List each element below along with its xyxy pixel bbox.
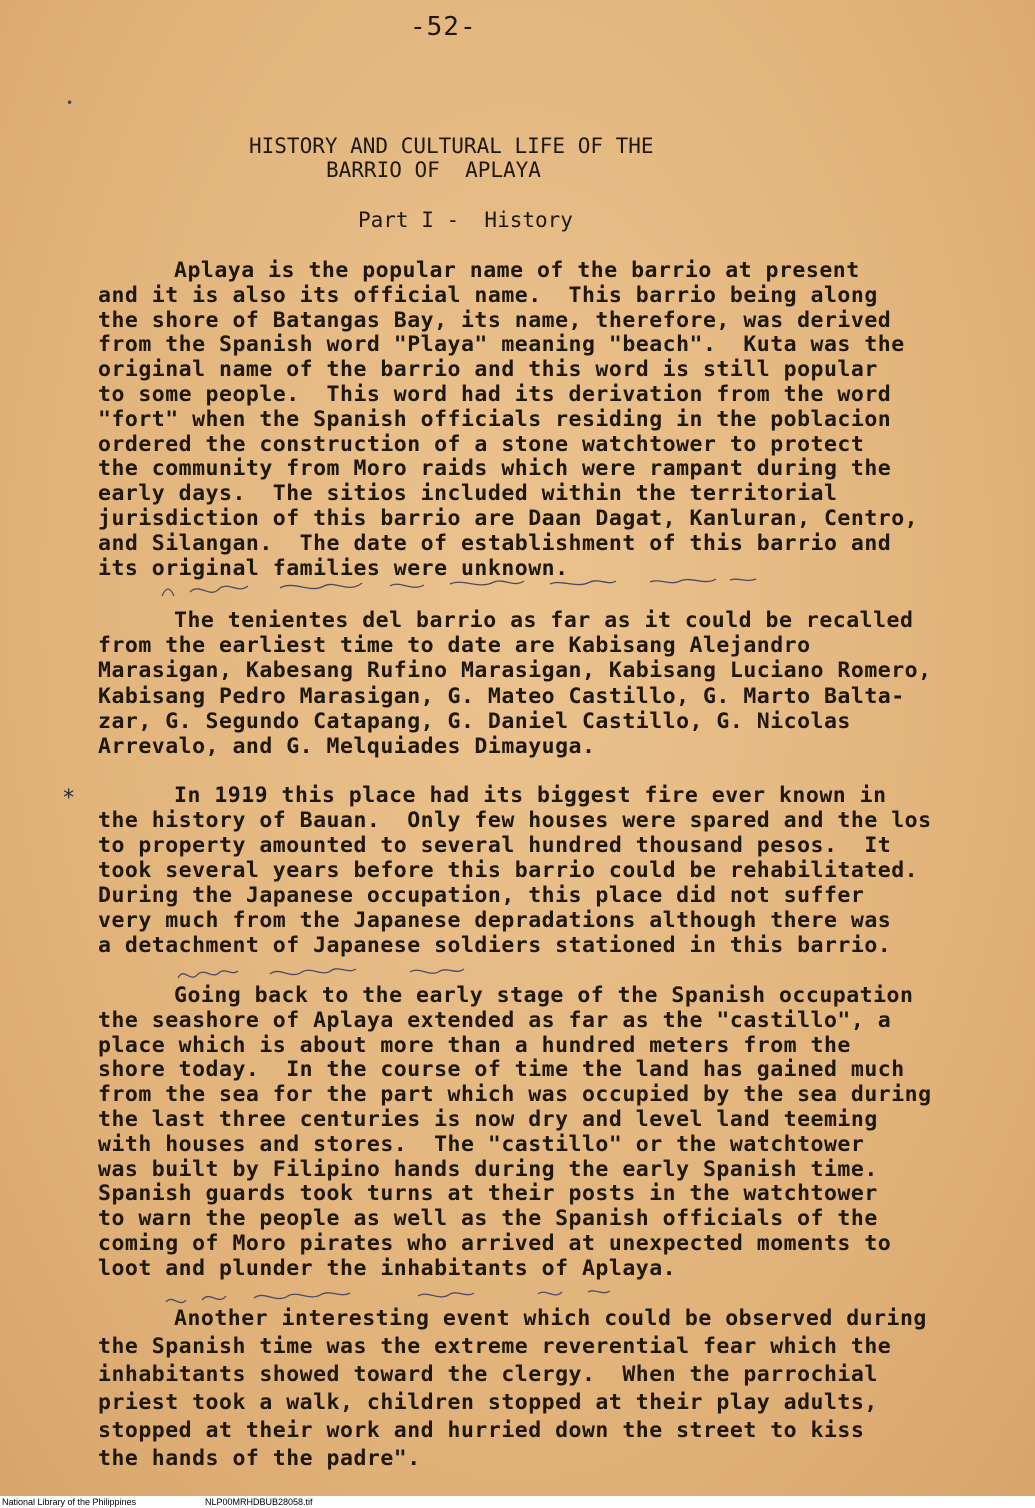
body-line: to warn the people as well as the Spanish officials of the — [98, 1206, 878, 1232]
body-line: The tenientes del barrio as far as it could be recalled — [174, 608, 914, 633]
body-line: stopped at their work and hurried down the street to kiss — [98, 1418, 865, 1443]
body-line: priest took a walk, children stopped at their play adults, — [98, 1390, 878, 1415]
body-line: the last three centuries is now dry and level land teeming — [98, 1107, 878, 1132]
body-line: the history of Bauan. Only few houses were spared and the los — [98, 808, 932, 833]
body-line: and Silangan. The date of establishment of this barrio and — [98, 530, 892, 556]
body-line: Spanish guards took turns at their posts in the watchtower — [98, 1181, 878, 1207]
body-line: coming of Moro pirates who arrived at unexpected moments to — [98, 1231, 892, 1256]
body-line: Another interesting event which could be observed during — [174, 1306, 927, 1331]
scan-footer — [0, 1496, 1035, 1508]
body-line: "fort" when the Spanish officials residing in the poblacion — [98, 406, 892, 432]
handwritten-note-2 — [170, 958, 530, 986]
body-line: and it is also its official name. This barrio being along — [98, 282, 878, 308]
body-line: with houses and stores. The "castillo" or the watchtower — [98, 1131, 865, 1157]
body-line: During the Japanese occupation, this place did not suffer — [98, 883, 865, 908]
body-line: the seashore of Aplaya extended as far as the "castillo", a — [98, 1007, 892, 1033]
body-line: Kabisang Pedro Marasigan, G. Mateo Castillo, G. Marto Balta- — [98, 683, 905, 709]
body-line: the Spanish time was the extreme reverential fear which the — [98, 1334, 892, 1359]
body-line: Arrevalo, and G. Melquiades Dimayuga. — [98, 734, 596, 759]
body-line: took several years before this barrio could be rehabilitated. — [98, 858, 919, 883]
body-line: place which is about more than a hundred meters from the — [98, 1032, 851, 1058]
body-line: early days. The sitios included within the territorial — [98, 481, 838, 507]
body-line: from the earliest time to date are Kabisang Alejandro — [98, 633, 811, 659]
body-line: the hands of the padre". — [98, 1446, 421, 1471]
body-line: Aplaya is the popular name of the barrio at present — [174, 258, 860, 283]
footer-library-name: National Library of the Philippines — [2, 1497, 137, 1507]
body-line: ordered the construction of a stone watchtower to protect — [98, 431, 865, 457]
section-heading: Part I - History — [358, 208, 573, 232]
title-line-2: BARRIO OF APLAYA — [326, 158, 541, 182]
body-line: to property amounted to several hundred thousand pesos. It — [98, 833, 892, 858]
body-line: the community from Moro raids which were rampant during the — [98, 456, 892, 482]
body-line: to some people. This word had its derivation from the word — [98, 382, 892, 407]
footer-file-name: NLP00MRHDBUB28058.tif — [205, 1497, 313, 1507]
body-line: from the Spanish word "Playa" meaning "beach". Kuta was the — [98, 332, 905, 358]
body-line: In 1919 this place had its biggest fire ever known in — [174, 783, 887, 808]
body-line: a detachment of Japanese soldiers stationed in this barrio. — [98, 933, 892, 958]
body-line: was built by Filipino hands during the early Spanish time. — [98, 1156, 878, 1182]
body-line: Marasigan, Kabesang Rufino Marasigan, Kabisang Luciano Romero, — [98, 658, 932, 684]
body-line: zar, G. Segundo Catapang, G. Daniel Castillo, G. Nicolas — [98, 708, 851, 734]
body-line: original name of the barrio and this word is still popular — [98, 357, 878, 383]
body-line: from the sea for the part which was occupied by the sea during — [98, 1082, 932, 1108]
margin-asterisk: * — [62, 786, 76, 811]
body-line: Going back to the early stage of the Spanish occupation — [174, 983, 914, 1008]
page-number: -52- — [410, 12, 477, 42]
body-line: inhabitants showed toward the clergy. When the parrochial — [98, 1362, 878, 1387]
body-line: loot and plunder the inhabitants of Aplaya. — [98, 1255, 677, 1281]
body-line: shore today. In the course of time the land has gained much — [98, 1057, 905, 1083]
speck-mark: • — [66, 96, 74, 110]
body-line: jurisdiction of this barrio are Daan Dagat, Kanluran, Centro, — [98, 506, 919, 531]
body-line: the shore of Batangas Bay, its name, therefore, was derived — [98, 307, 892, 333]
body-line: very much from the Japanese depradations although there was — [98, 908, 892, 933]
body-line: its original families were unknown. — [98, 555, 569, 581]
title-line-1: HISTORY AND CULTURAL LIFE OF THE — [249, 134, 654, 158]
